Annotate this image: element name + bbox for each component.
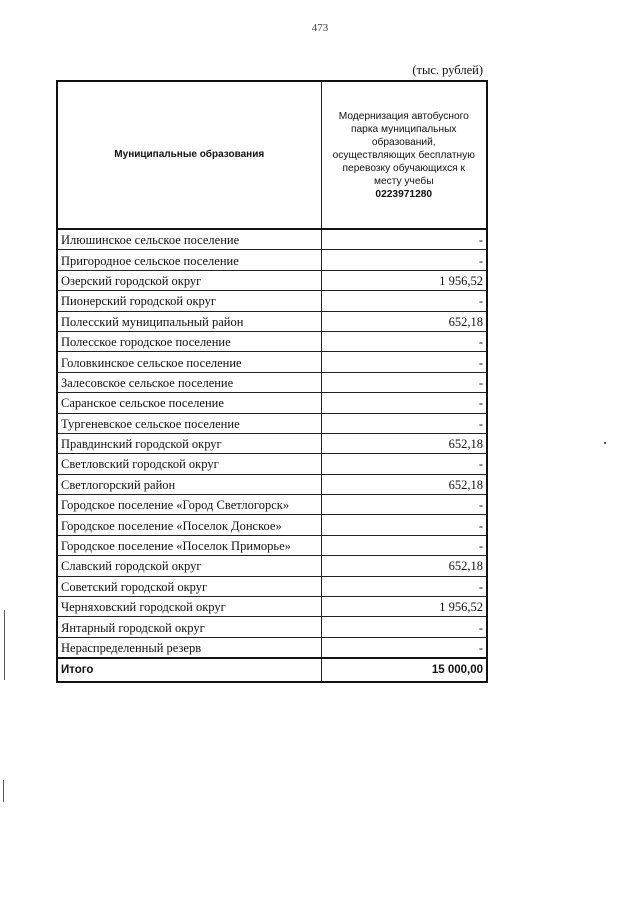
table-header-row — [57, 81, 487, 229]
municipality-name: Черняховский городской округ — [57, 597, 321, 617]
allocation-value: - — [321, 331, 487, 351]
municipality-name: Головкинское сельское поселение — [57, 352, 321, 372]
municipality-name: Полесское городское поселение — [57, 331, 321, 351]
table-body — [57, 229, 487, 658]
allocation-value: - — [321, 229, 487, 250]
allocation-value: 652,18 — [321, 474, 487, 494]
scan-edge-mark — [4, 610, 5, 680]
allocation-value: 652,18 — [321, 556, 487, 576]
table-row — [57, 454, 487, 474]
table-row — [57, 515, 487, 535]
header-allocation-title: Модернизация автобусного парка муниципальных образований, осуществляющих бесплатную перевозку обучающихся к месту учебы — [332, 110, 475, 187]
table-row — [57, 331, 487, 351]
table-row — [57, 229, 487, 250]
municipality-name: Правдинский городской округ — [57, 433, 321, 453]
header-allocation-code: 0223971280 — [375, 188, 433, 200]
municipality-name: Полесский муниципальный район — [57, 311, 321, 331]
table-row — [57, 556, 487, 576]
municipality-name: Советский городской округ — [57, 576, 321, 596]
allocation-value: - — [321, 454, 487, 474]
municipality-name: Светлогорский район — [57, 474, 321, 494]
allocation-value: - — [321, 535, 487, 555]
budget-table — [56, 80, 488, 683]
municipality-name: Пионерский городской округ — [57, 291, 321, 311]
municipality-name: Саранское сельское поселение — [57, 393, 321, 413]
municipality-name: Нераспределенный резерв — [57, 637, 321, 658]
table-row — [57, 250, 487, 270]
table-row — [57, 576, 487, 596]
municipality-name: Тургеневское сельское поселение — [57, 413, 321, 433]
allocation-value: - — [321, 413, 487, 433]
scan-edge-mark — [3, 780, 4, 802]
table-row — [57, 311, 487, 331]
allocation-value: - — [321, 372, 487, 392]
allocation-value: 652,18 — [321, 311, 487, 331]
municipality-name: Светловский городской округ — [57, 454, 321, 474]
municipality-name: Славский городской округ — [57, 556, 321, 576]
municipality-name: Озерский городской округ — [57, 270, 321, 290]
allocation-value: 652,18 — [321, 433, 487, 453]
table-row — [57, 637, 487, 658]
municipality-name: Илюшинское сельское поселение — [57, 229, 321, 250]
allocation-value: - — [321, 515, 487, 535]
header-allocation — [321, 81, 487, 229]
table-row — [57, 535, 487, 555]
scan-edge-mark — [604, 442, 606, 444]
allocation-value: - — [321, 617, 487, 637]
total-label: Итого — [57, 658, 321, 682]
municipality-name: Янтарный городской округ — [57, 617, 321, 637]
municipality-name: Залесовское сельское поселение — [57, 372, 321, 392]
allocation-value: - — [321, 352, 487, 372]
allocation-value: - — [321, 576, 487, 596]
table-row — [57, 617, 487, 637]
municipality-name: Городское поселение «Поселок Приморье» — [57, 535, 321, 555]
table-row — [57, 413, 487, 433]
table-row — [57, 433, 487, 453]
table-row — [57, 393, 487, 413]
allocation-value: - — [321, 291, 487, 311]
table-row — [57, 495, 487, 515]
total-row — [57, 658, 487, 682]
table-row — [57, 270, 487, 290]
page-number: 473 — [311, 22, 329, 34]
header-municipalities: Муниципальные образования — [57, 81, 321, 229]
municipality-name: Пригородное сельское поселение — [57, 250, 321, 270]
total-value: 15 000,00 — [321, 658, 487, 682]
allocation-value: - — [321, 637, 487, 658]
allocation-value: - — [321, 495, 487, 515]
allocation-value: 1 956,52 — [321, 597, 487, 617]
table-row — [57, 474, 487, 494]
allocation-value: 1 956,52 — [321, 270, 487, 290]
allocation-value: - — [321, 393, 487, 413]
table-row — [57, 597, 487, 617]
allocation-value: - — [321, 250, 487, 270]
units-label: (тыс. рублей) — [412, 63, 483, 77]
municipality-name: Городское поселение «Поселок Донское» — [57, 515, 321, 535]
table-row — [57, 372, 487, 392]
table-row — [57, 291, 487, 311]
table-row — [57, 352, 487, 372]
municipality-name: Городское поселение «Город Светлогорск» — [57, 495, 321, 515]
